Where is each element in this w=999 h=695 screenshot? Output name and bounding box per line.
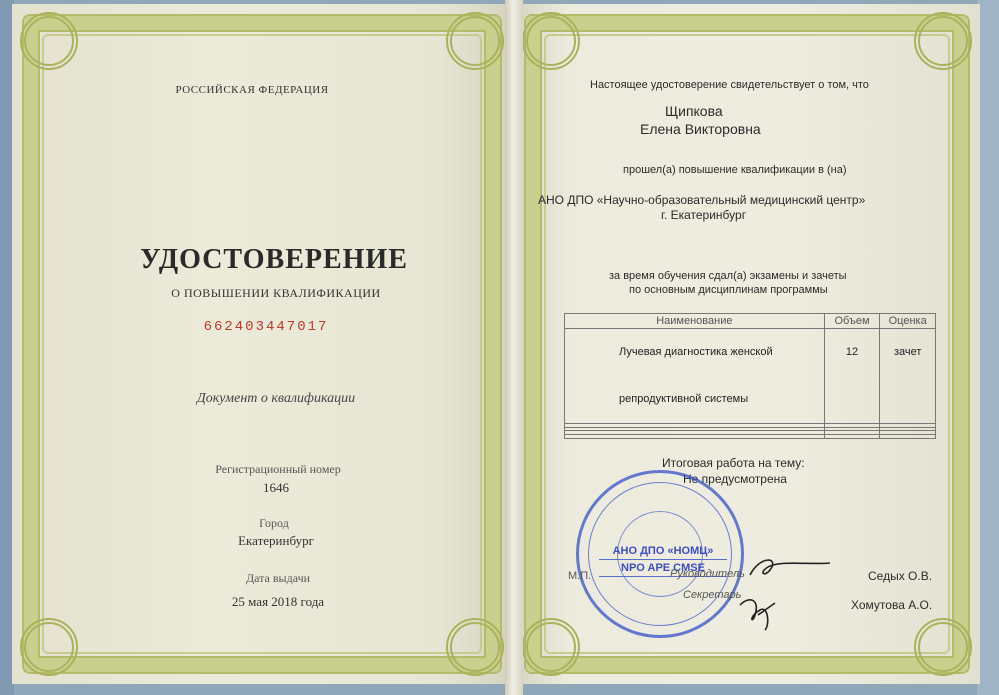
table-header-row bbox=[565, 314, 936, 329]
serial-number: 662403447017 bbox=[203, 319, 329, 335]
final-work-label: Итоговая работа на тему: bbox=[662, 456, 805, 470]
head-label: Руководитель bbox=[670, 568, 745, 580]
table-header-volume: Объем bbox=[824, 314, 880, 329]
issue-date-value: 25 мая 2018 года bbox=[231, 594, 325, 609]
disciplines-table bbox=[564, 313, 936, 439]
table-row bbox=[565, 329, 936, 376]
document-subtitle: О ПОВЫШЕНИИ КВАЛИФИКАЦИИ bbox=[171, 286, 381, 300]
exams-text-line2: по основным дисциплинам программы bbox=[629, 284, 828, 296]
left-inner-border bbox=[42, 34, 482, 654]
background-right bbox=[977, 0, 999, 695]
corner-ornament-icon bbox=[914, 618, 972, 676]
registration-number: 1646 bbox=[263, 480, 289, 495]
stamp-line2: NPO APE CMSE bbox=[599, 559, 727, 577]
secretary-name: Хомутова А.О. bbox=[851, 598, 933, 612]
holder-surname: Щипкова bbox=[665, 103, 723, 119]
table-cell: Лучевая диагностика женской bbox=[565, 329, 825, 376]
table-row bbox=[565, 376, 936, 423]
document-type: Документ о квалификации bbox=[196, 391, 356, 406]
booklet-spine bbox=[505, 0, 523, 695]
seal-place-label: М.П. bbox=[568, 570, 592, 582]
intro-text: Настоящее удостоверение свидетельствует о том, что bbox=[590, 79, 869, 91]
exams-text-line1: за время обучения сдал(а) экзамены и зачеты bbox=[609, 270, 847, 282]
table-header-grade: Оценка bbox=[880, 314, 936, 329]
table-cell: зачет bbox=[880, 329, 936, 376]
corner-ornament-icon bbox=[20, 12, 78, 70]
secretary-label: Секретарь bbox=[683, 589, 742, 601]
passed-text: прошел(а) повышение квалификации в (на) bbox=[623, 164, 847, 176]
corner-ornament-icon bbox=[446, 12, 504, 70]
table-header-name: Наименование bbox=[565, 314, 825, 329]
official-stamp-icon bbox=[576, 470, 744, 638]
registration-label: Регистрационный номер bbox=[215, 462, 341, 476]
stamp-line1: АНО ДПО «НОМЦ» bbox=[612, 545, 714, 557]
head-name: Седых О.В. bbox=[868, 569, 933, 583]
issue-date-label: Дата выдачи bbox=[245, 571, 311, 585]
corner-ornament-icon bbox=[20, 618, 78, 676]
left-page bbox=[12, 4, 512, 684]
final-work-value: Не предусмотрена bbox=[683, 472, 787, 486]
corner-ornament-icon bbox=[914, 12, 972, 70]
signature-icon bbox=[720, 545, 840, 635]
table-cell: репродуктивной системы bbox=[565, 376, 825, 423]
organization-name: АНО ДПО «Научно-образовательный медицинский центр» bbox=[538, 193, 866, 207]
country-label: РОССИЙСКАЯ ФЕДЕРАЦИЯ bbox=[175, 84, 329, 96]
holder-name: Елена Викторовна bbox=[640, 121, 761, 137]
corner-ornament-icon bbox=[522, 12, 580, 70]
city-value: Екатеринбург bbox=[238, 533, 314, 548]
city-label: Город bbox=[259, 516, 289, 530]
corner-ornament-icon bbox=[446, 618, 504, 676]
table-cell: 12 bbox=[824, 329, 880, 376]
table-cell bbox=[880, 376, 936, 423]
table-cell bbox=[824, 376, 880, 423]
document-title: УДОСТОВЕРЕНИЕ bbox=[140, 244, 408, 275]
organization-city: г. Екатеринбург bbox=[661, 208, 747, 222]
table-row bbox=[565, 435, 936, 439]
corner-ornament-icon bbox=[522, 618, 580, 676]
